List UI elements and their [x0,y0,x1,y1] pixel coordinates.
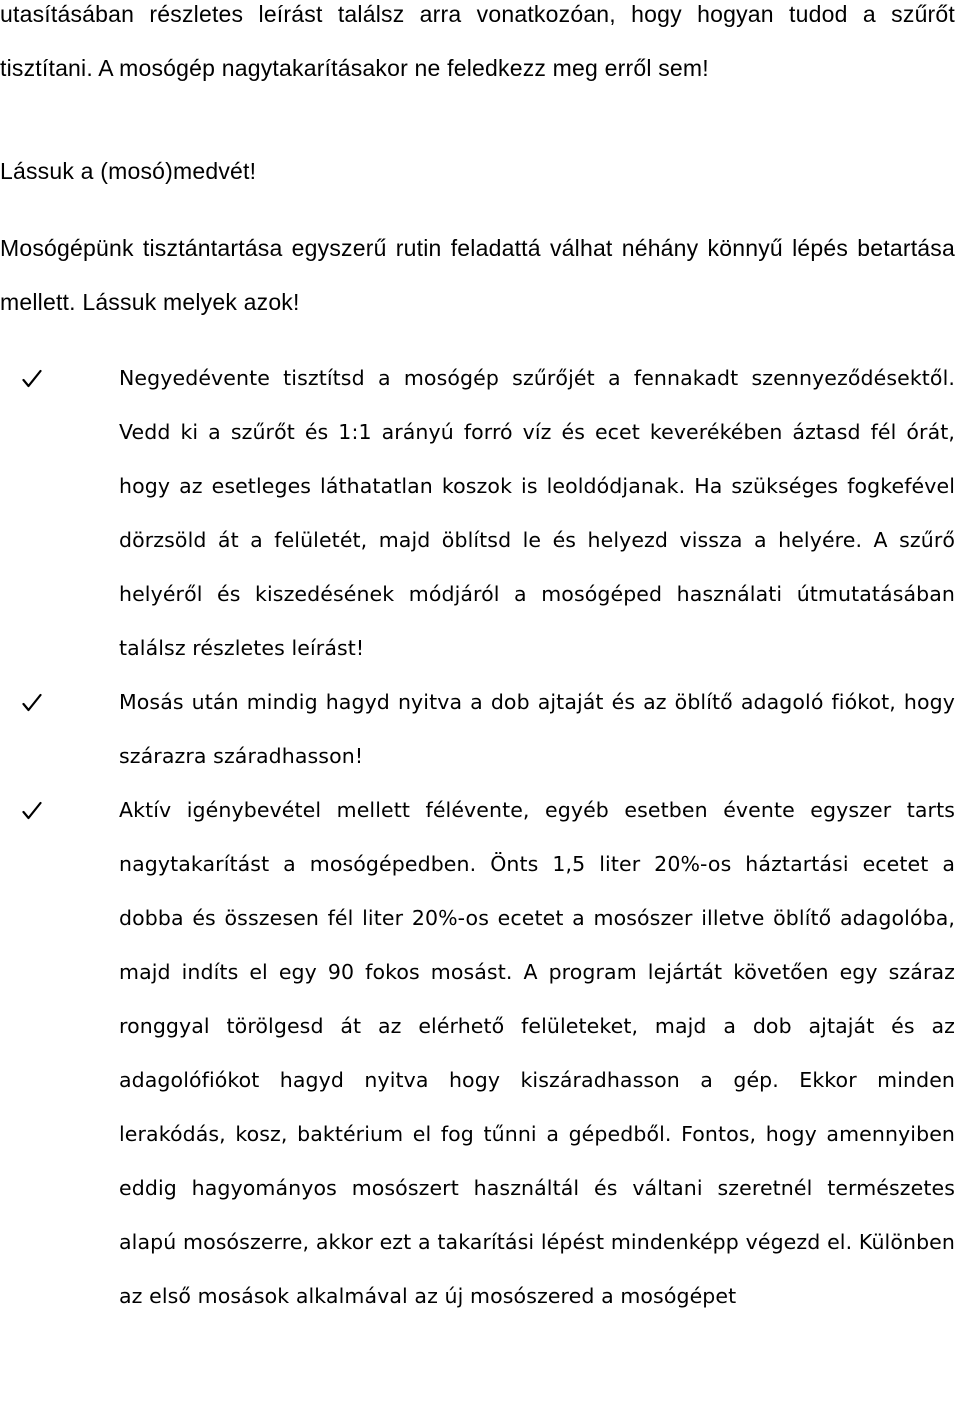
checkmark-icon [22,351,46,405]
checklist [0,351,960,1323]
list-item [0,675,955,783]
checkmark-icon [22,675,46,729]
paragraph-heading: Lássuk a (mosó)medvét! [0,158,257,184]
checkmark-icon [22,783,46,837]
paragraph-filter-cleaning: utasításában részletes leírást találsz arra vonatkozóan, hogy hogyan tudod a szűrőt tisztítani. A mosógép nagytakarításakor ne feledkezz meg erről sem! [0,1,955,81]
list-item-text: Mosás után mindig hagyd nyitva a dob ajtaját és az öblítő adagoló fiókot, hogy szárazra száradhasson! [119,690,955,768]
paragraph-intro: Mosógépünk tisztántartása egyszerű rutin feladattá válhat néhány könnyű lépés betartása mellett. Lássuk melyek azok! [0,235,955,315]
list-item-text: Aktív igénybevétel mellett félévente, egyéb esetben évente egyszer tarts nagytakarítást a mosógépedben. Önts 1,5 liter 20%-os háztartási ecetet a dobba és összesen fél liter 20%-os ecetet a mosószer illetve öblítő adagolóba, majd indíts el egy 90 fokos mosást. A program lejártát követően egy száraz ronggyal törölgesd át az elérhető felületeket, majd a dob ajtaját és az adagolófiókot hagyd nyitva hogy kiszáradhasson a gép. Ekkor minden lerakódás, kosz, baktérium el fog tűnni a gépedből. Fontos, hogy amennyiben eddig hagyományos mosószert használtál és váltani szeretnél természetes alapú mosószerre, akkor ezt a takarítási lépést mindenképp végezd el. Különben az első mosások alkalmával az új mosószered a mosógépet [119,798,955,1308]
list-item [0,351,955,675]
list-item [0,783,955,1323]
list-item-text: Negyedévente tisztítsd a mosógép szűrőjét a fennakadt szennyeződésektől. Vedd ki a szűrőt és 1:1 arányú forró víz és ecet keverékében áztasd fél órát, hogy az esetleges láthatatlan koszok is leoldódjanak. Ha szükséges fogkefével dörzsöld át a felületét, majd öblítsd le és helyezd vissza a helyére. A szűrő helyéről és kiszedésének módjáról a mosógéped használati útmutatásában találsz részletes leírást! [119,366,955,660]
